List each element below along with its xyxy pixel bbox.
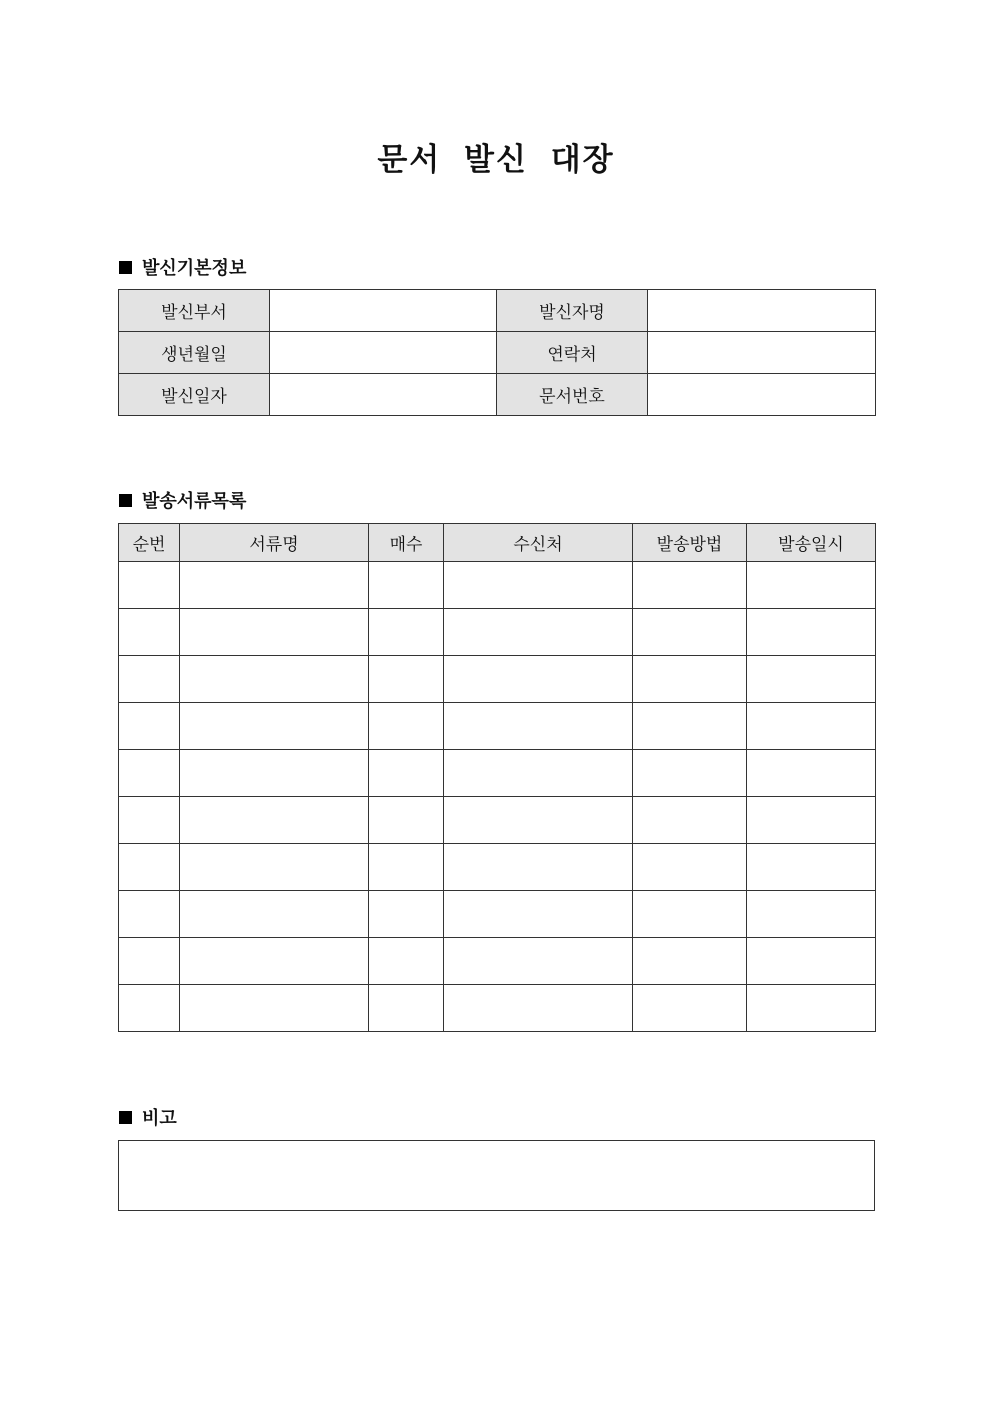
cell-number[interactable] xyxy=(119,797,180,844)
sender-name-label: 발신자명 xyxy=(497,290,648,332)
page-title: 문서 발신 대장 xyxy=(377,142,615,178)
table-row xyxy=(119,562,876,609)
cell-send-method[interactable] xyxy=(633,703,747,750)
table-row xyxy=(119,374,876,416)
table-row xyxy=(119,938,876,985)
cell-number[interactable] xyxy=(119,891,180,938)
cell-send-datetime[interactable] xyxy=(747,891,876,938)
cell-document-name[interactable] xyxy=(180,844,369,891)
table-row xyxy=(119,844,876,891)
cell-page-count[interactable] xyxy=(369,703,444,750)
cell-send-datetime[interactable] xyxy=(747,656,876,703)
table-row xyxy=(119,656,876,703)
section-heading-label: 발신기본정보 xyxy=(142,258,247,279)
column-header-recipient: 수신처 xyxy=(444,524,633,562)
cell-page-count[interactable] xyxy=(369,656,444,703)
square-bullet-icon xyxy=(119,261,132,274)
column-header-document-name: 서류명 xyxy=(180,524,369,562)
cell-send-datetime[interactable] xyxy=(747,703,876,750)
cell-number[interactable] xyxy=(119,609,180,656)
section-heading-basic-info xyxy=(119,254,246,280)
cell-page-count[interactable] xyxy=(369,609,444,656)
cell-number[interactable] xyxy=(119,562,180,609)
cell-page-count[interactable] xyxy=(369,797,444,844)
table-header-row xyxy=(119,524,876,562)
cell-send-method[interactable] xyxy=(633,985,747,1032)
table-row xyxy=(119,332,876,374)
remarks-field[interactable] xyxy=(118,1140,875,1211)
cell-number[interactable] xyxy=(119,985,180,1032)
cell-page-count[interactable] xyxy=(369,562,444,609)
cell-document-name[interactable] xyxy=(180,797,369,844)
sender-department-label: 발신부서 xyxy=(119,290,270,332)
column-header-page-count: 매수 xyxy=(369,524,444,562)
cell-page-count[interactable] xyxy=(369,750,444,797)
table-row xyxy=(119,750,876,797)
send-date-label: 발신일자 xyxy=(119,374,270,416)
sender-department-field[interactable] xyxy=(270,290,497,332)
cell-page-count[interactable] xyxy=(369,938,444,985)
contact-label: 연락처 xyxy=(497,332,648,374)
cell-recipient[interactable] xyxy=(444,703,633,750)
birth-date-field[interactable] xyxy=(270,332,497,374)
document-number-field[interactable] xyxy=(648,374,876,416)
column-header-send-datetime: 발송일시 xyxy=(747,524,876,562)
cell-recipient[interactable] xyxy=(444,609,633,656)
cell-send-datetime[interactable] xyxy=(747,609,876,656)
cell-send-method[interactable] xyxy=(633,609,747,656)
cell-page-count[interactable] xyxy=(369,985,444,1032)
square-bullet-icon xyxy=(119,1111,132,1124)
cell-recipient[interactable] xyxy=(444,656,633,703)
cell-page-count[interactable] xyxy=(369,891,444,938)
section-heading-label: 발송서류목록 xyxy=(142,491,247,512)
cell-page-count[interactable] xyxy=(369,844,444,891)
cell-document-name[interactable] xyxy=(180,703,369,750)
cell-send-datetime[interactable] xyxy=(747,985,876,1032)
cell-send-method[interactable] xyxy=(633,844,747,891)
cell-send-method[interactable] xyxy=(633,656,747,703)
cell-recipient[interactable] xyxy=(444,938,633,985)
table-row xyxy=(119,891,876,938)
table-row xyxy=(119,797,876,844)
documents-table xyxy=(118,523,876,1032)
cell-number[interactable] xyxy=(119,844,180,891)
cell-number[interactable] xyxy=(119,703,180,750)
column-header-number: 순번 xyxy=(119,524,180,562)
document-number-label: 문서번호 xyxy=(497,374,648,416)
cell-document-name[interactable] xyxy=(180,985,369,1032)
cell-recipient[interactable] xyxy=(444,797,633,844)
cell-send-method[interactable] xyxy=(633,750,747,797)
square-bullet-icon xyxy=(119,494,132,507)
cell-send-method[interactable] xyxy=(633,891,747,938)
table-row xyxy=(119,290,876,332)
cell-send-method[interactable] xyxy=(633,562,747,609)
cell-number[interactable] xyxy=(119,938,180,985)
cell-number[interactable] xyxy=(119,656,180,703)
cell-document-name[interactable] xyxy=(180,891,369,938)
cell-recipient[interactable] xyxy=(444,891,633,938)
cell-recipient[interactable] xyxy=(444,844,633,891)
send-date-field[interactable] xyxy=(270,374,497,416)
cell-send-datetime[interactable] xyxy=(747,938,876,985)
cell-send-datetime[interactable] xyxy=(747,750,876,797)
cell-document-name[interactable] xyxy=(180,609,369,656)
cell-recipient[interactable] xyxy=(444,562,633,609)
cell-recipient[interactable] xyxy=(444,985,633,1032)
documents-table-body xyxy=(119,562,876,1032)
cell-document-name[interactable] xyxy=(180,938,369,985)
sender-name-field[interactable] xyxy=(648,290,876,332)
cell-send-method[interactable] xyxy=(633,938,747,985)
cell-recipient[interactable] xyxy=(444,750,633,797)
basic-info-table xyxy=(118,289,876,416)
cell-document-name[interactable] xyxy=(180,656,369,703)
cell-document-name[interactable] xyxy=(180,562,369,609)
cell-number[interactable] xyxy=(119,750,180,797)
table-row xyxy=(119,985,876,1032)
section-heading-documents xyxy=(119,487,246,513)
cell-send-datetime[interactable] xyxy=(747,562,876,609)
section-heading-label: 비고 xyxy=(142,1108,177,1129)
cell-send-datetime[interactable] xyxy=(747,844,876,891)
column-header-send-method: 발송방법 xyxy=(633,524,747,562)
table-row xyxy=(119,703,876,750)
section-heading-remarks xyxy=(119,1104,177,1130)
contact-field[interactable] xyxy=(648,332,876,374)
cell-send-method[interactable] xyxy=(633,797,747,844)
cell-send-datetime[interactable] xyxy=(747,797,876,844)
birth-date-label: 생년월일 xyxy=(119,332,270,374)
cell-document-name[interactable] xyxy=(180,750,369,797)
table-row xyxy=(119,609,876,656)
